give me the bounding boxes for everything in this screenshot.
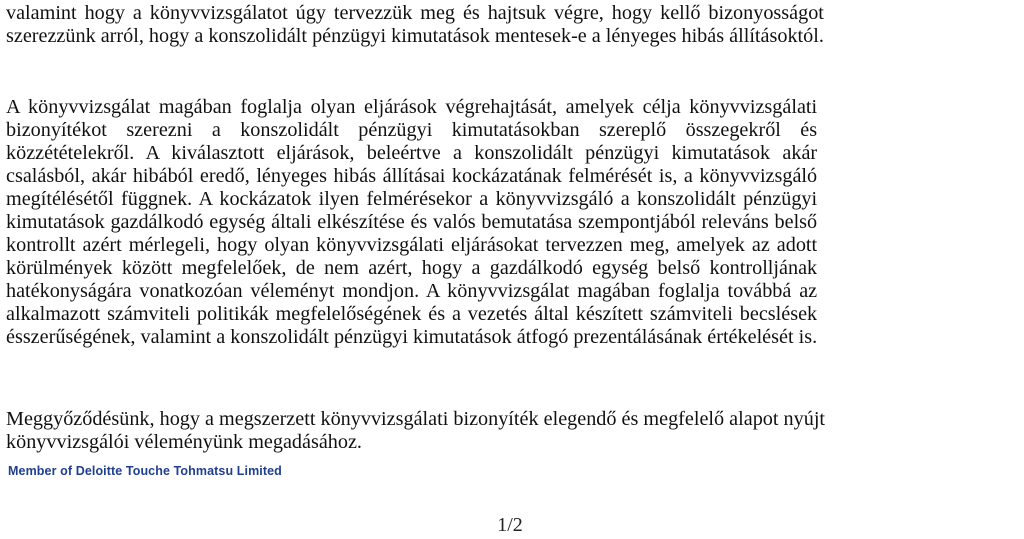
paragraph-line: alkalmazott számviteli politikák megfelelőségének és a vezetés által készített számviteli becslések <box>6 303 818 325</box>
paragraph-audit-assurance <box>6 2 824 48</box>
paragraph-line: A könyvvizsgálat magában foglalja olyan eljárások végrehajtását, amelyek célja könyvvizsgálati <box>6 96 818 118</box>
paragraph-conclusion <box>6 408 825 454</box>
page-number: 1/2 <box>497 514 523 536</box>
member-organization: Deloitte Touche Tohmatsu Limited <box>75 464 282 478</box>
paragraph-line: Meggyőződésünk, hogy a megszerzett könyvvizsgálati bizonyíték elegendő és megfelelő alapot nyújt <box>6 408 826 430</box>
paragraph-line: megítélésétől függnek. A kockázatok ilyen felmérésekor a könyvvizsgáló a konszolidált pénzügyi <box>6 188 818 210</box>
paragraph-line: könyvvizsgálói véleményünk megadásához. <box>6 431 362 453</box>
member-footer <box>8 464 282 478</box>
paragraph-line: kontrollt azért mérlegeli, hogy olyan könyvvizsgálati eljárásokat tervezzen meg, amelyek az adott <box>6 234 818 256</box>
paragraph-line: ésszerűségének, valamint a konszolidált pénzügyi kimutatások átfogó prezentálásának értékelését is. <box>6 326 818 348</box>
paragraph-line: valamint hogy a könyvvizsgálatot úgy tervezzük meg és hajtsuk végre, hogy kellő bizonyosságot <box>6 2 824 24</box>
paragraph-line: hatékonyságára vonatkozóan véleményt mondjon. A könyvvizsgálat magában foglalja továbbá az <box>6 280 818 302</box>
paragraph-line: szerezzünk arról, hogy a konszolidált pénzügyi kimutatások mentesek-e a lényeges hibás állításoktól. <box>6 25 824 47</box>
member-prefix: Member of <box>8 464 73 478</box>
paragraph-line: csalásból, akár hibából eredő, lényeges hibás állításai kockázatának felmérését is, a könyvvizsgáló <box>6 165 818 187</box>
paragraph-line: bizonyítékot szerezni a konszolidált pénzügyi kimutatásokban szereplő összegekről és <box>6 119 818 141</box>
paragraph-audit-procedures <box>6 96 817 349</box>
paragraph-line: körülmények között megfelelőek, de nem azért, hogy a gazdálkodó egység belső kontrolljának <box>6 257 818 279</box>
paragraph-line: közzétételekről. A kiválasztott eljárások, beleértve a konszolidált pénzügyi kimutatások akár <box>6 142 818 164</box>
paragraph-line: kimutatások gazdálkodó egység általi elkészítése és valós bemutatása szempontjából releváns belső <box>6 211 818 233</box>
